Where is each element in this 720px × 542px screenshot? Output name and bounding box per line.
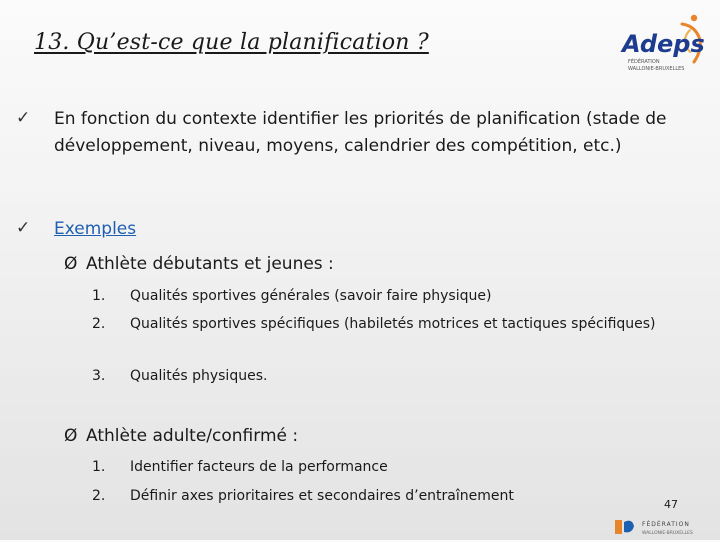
list-number: 3. [92, 368, 106, 384]
federation-logo-text-1: FÉDÉRATION [642, 521, 690, 528]
adeps-logo-tagline-2: WALLONIE-BRUXELLES [628, 66, 685, 72]
arrow-bullet-icon: Ø [64, 254, 78, 274]
list-number: 1. [92, 459, 106, 475]
adeps-logo-wordmark: Adeps [622, 30, 705, 58]
list-item: Qualités sportives spécifiques (habiletés motrices et tactiques spécifiques) [130, 316, 656, 332]
list-number: 1. [92, 288, 106, 304]
bullet-context: En fonction du contexte identifier les priorités de planification (stade de développement, niveau, moyens, calendrier des compétition, etc.) [54, 109, 667, 156]
examples-link[interactable]: Exemples [54, 219, 137, 239]
list-item: Qualités physiques. [130, 368, 268, 384]
list-item: Qualités sportives générales (savoir faire physique) [130, 288, 492, 304]
arrow-bullet-icon: Ø [64, 426, 78, 446]
list-number: 2. [92, 316, 106, 332]
check-icon: ✓ [16, 108, 31, 128]
check-icon: ✓ [16, 218, 31, 238]
adeps-logo-graphic [620, 6, 710, 76]
adeps-logo-tagline-1: FÉDÉRATION [628, 59, 660, 65]
list-item: Définir axes prioritaires et secondaires d’entraînement [130, 488, 514, 504]
adeps-logo [620, 6, 710, 76]
federation-logo-graphic [612, 516, 712, 538]
federation-logo [612, 516, 712, 538]
slide-title: 13. Qu’est-ce que la planification ? [34, 30, 429, 55]
group-heading-adults: Athlète adulte/confirmé : [86, 426, 299, 446]
list-number: 2. [92, 488, 106, 504]
federation-logo-text-2: WALLONIE-BRUXELLES [642, 531, 693, 536]
list-item: Identifier facteurs de la performance [130, 459, 388, 475]
page-number: 47 [664, 498, 678, 511]
group-heading-beginners: Athlète débutants et jeunes : [86, 254, 334, 274]
